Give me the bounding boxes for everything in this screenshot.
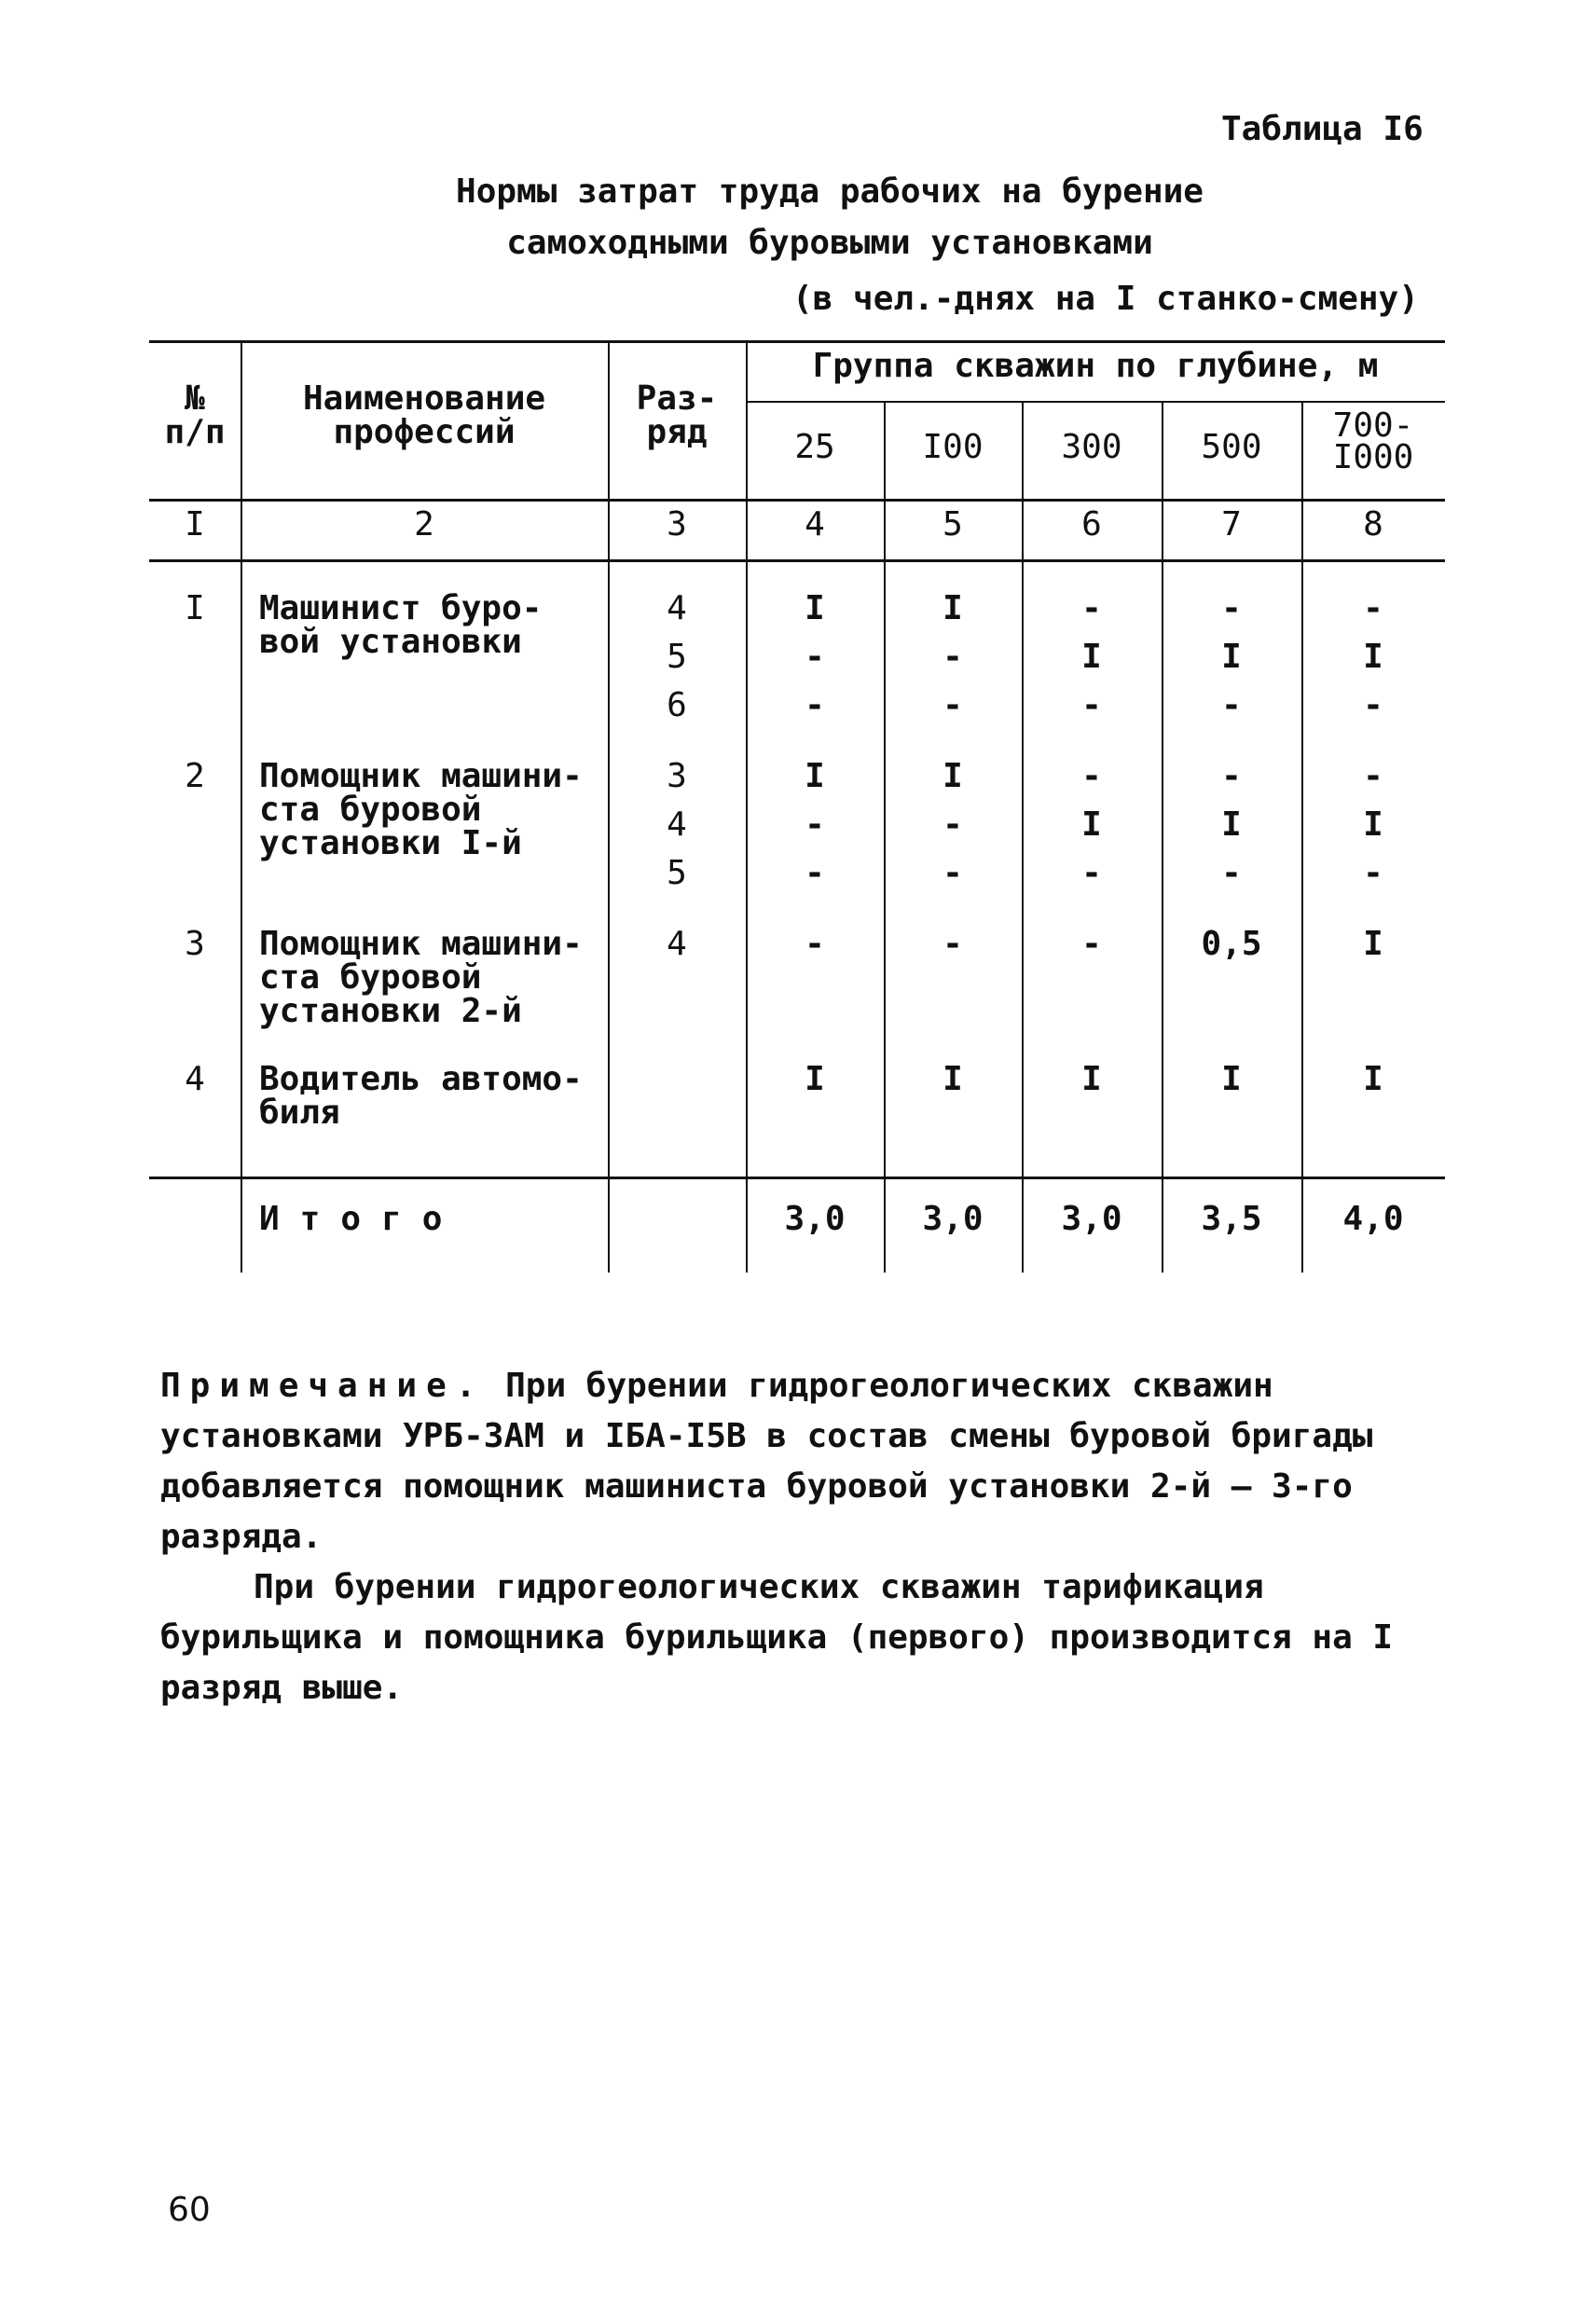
column-number-1: I [185,505,205,544]
header-depth-2: I00 [922,428,984,466]
value-cell: - [942,925,963,963]
rank-cell: 4 [667,589,687,627]
rank-cell: 5 [667,854,687,892]
value-cell: I [805,589,825,627]
total-label: Итого [259,1200,463,1238]
note-paragraph-2: При бурении гидрогеологических скважин тарификация бурильщика и помощника бурильщика (первого) производится на I разряд выше. [160,1568,1394,1707]
row-number: 4 [185,1060,205,1098]
value-cell: - [805,686,825,724]
value-cell: I [1363,925,1383,963]
header-depth-4: 500 [1201,428,1262,466]
value-cell: I [1081,638,1102,676]
value-cell: - [1081,757,1102,795]
table-title-line-2: самоходными буровыми установками [506,224,1153,262]
rank-cell: 3 [667,757,687,795]
value-cell: - [942,686,963,724]
row-number: 2 [185,757,205,795]
value-cell: - [805,805,825,844]
value-cell: I [942,589,963,627]
value-cell: I [942,1060,963,1098]
value-cell: - [1363,686,1383,724]
value-cell: - [1081,854,1102,892]
value-cell: I [942,757,963,795]
note-label: Примечание. [160,1367,486,1405]
column-number-4: 4 [805,505,825,544]
note [160,1361,1447,1713]
col-rule-1 [241,340,242,1273]
header-rank: Раз- ряд [636,379,718,451]
value-cell: I [1081,1060,1102,1098]
column-number-5: 5 [942,505,963,544]
units-note: (в чел.-днях на I станко-смену) [792,280,1419,318]
rank-cell: 6 [667,686,687,724]
note-paragraph-1: При бурении гидрогеологических скважин установками УРБ-3АМ и IБА-I5В в состав смены буровой бригады добавляется помощник машиниста буровой установки 2-й — 3-го разряда. [160,1367,1373,1556]
column-number-3: 3 [667,505,687,544]
total-top-rule [149,1177,1445,1179]
value-cell: - [805,854,825,892]
depth-group-rule [746,401,1445,403]
total-value: 3,5 [1201,1200,1262,1238]
value-cell: I [1363,1060,1383,1098]
column-numbers-rule [149,559,1445,562]
total-value: 3,0 [784,1200,846,1238]
value-cell: - [1363,854,1383,892]
value-cell: I [1363,638,1383,676]
value-cell: I [805,1060,825,1098]
value-cell: - [1081,686,1102,724]
profession-name: Помощник машини- ста буровой установки I-й [259,757,583,862]
value-cell: I [805,757,825,795]
value-cell: - [805,925,825,963]
value-cell: - [1221,854,1242,892]
column-number-6: 6 [1081,505,1102,544]
column-number-7: 7 [1221,505,1242,544]
value-cell: - [942,805,963,844]
value-cell: - [805,638,825,676]
table-title-line-1: Нормы затрат труда рабочих на бурение [456,172,1204,211]
value-cell: - [1221,757,1242,795]
value-cell: - [1363,589,1383,627]
header-depth-group: Группа скважин по глубине, м [812,347,1379,385]
profession-name: Помощник машини- ста буровой установки 2-й [259,925,583,1030]
rank-cell: 4 [667,925,687,963]
header-depth-3: 300 [1061,428,1122,466]
header-name: Наименование профессий [302,379,546,451]
row-number: 3 [185,925,205,963]
header-depth-5: 700- I000 [1332,406,1414,476]
profession-name: Водитель автомо- биля [259,1060,583,1132]
value-cell: 0,5 [1201,925,1262,963]
value-cell: - [1081,925,1102,963]
value-cell: - [1363,757,1383,795]
value-cell: I [1081,805,1102,844]
total-value: 3,0 [1061,1200,1122,1238]
table-label: Таблица I6 [1221,110,1424,148]
col-rule-2 [608,340,610,1273]
table-top-rule [149,340,1445,343]
header-bottom-rule [149,499,1445,502]
profession-name: Машинист буро- вой установки [259,589,543,661]
total-value: 3,0 [922,1200,984,1238]
value-cell: - [1081,589,1102,627]
value-cell: I [1221,1060,1242,1098]
col-rule-3 [746,340,748,1273]
value-cell: - [1221,589,1242,627]
total-value: 4,0 [1342,1200,1404,1238]
rank-cell: 4 [667,805,687,844]
page-number: 60 [168,2191,211,2229]
header-num: № п/п [164,379,226,451]
value-cell: - [942,638,963,676]
value-cell: I [1221,805,1242,844]
row-number: I [185,589,205,627]
rank-cell: 5 [667,638,687,676]
column-number-8: 8 [1363,505,1383,544]
value-cell: I [1221,638,1242,676]
value-cell: - [1221,686,1242,724]
value-cell: - [942,854,963,892]
column-number-2: 2 [414,505,434,544]
header-depth-1: 25 [794,428,835,466]
value-cell: I [1363,805,1383,844]
